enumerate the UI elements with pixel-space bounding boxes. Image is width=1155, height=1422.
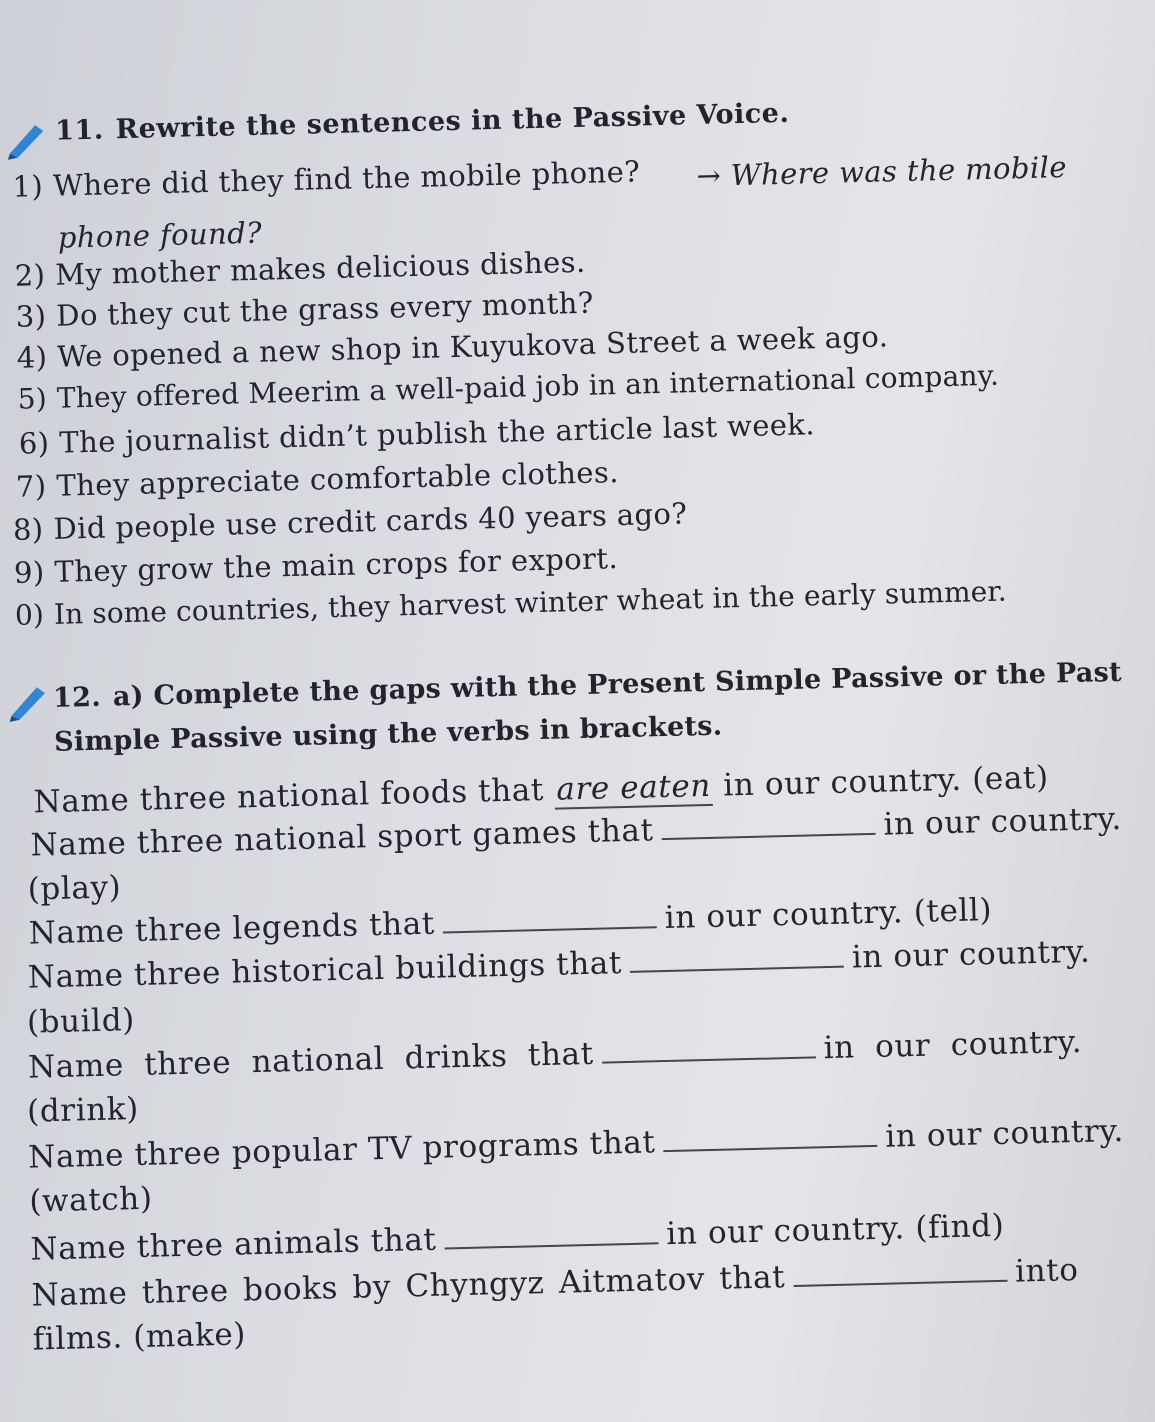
sentence-text: Did people use credit cards 40 years ago? (53, 496, 688, 546)
sentence-6 (18, 407, 815, 460)
sentence-number: 3) (15, 298, 47, 334)
sentence-number: 7) (15, 469, 47, 504)
sentence-text: In some countries, they harvest winter wheat in the early summer. (53, 574, 1008, 631)
exercise-12-number: 12. (52, 681, 102, 714)
item-text-after: in our country. (tell) (664, 892, 993, 937)
item-verb: (play) (27, 869, 122, 908)
sentence-number: 0) (14, 598, 45, 632)
sentence-number: 4) (16, 339, 48, 375)
answer-gap[interactable] (793, 1256, 1008, 1287)
exercise-12-heading (53, 651, 1124, 765)
item-text-before: Name three national sport games that (30, 812, 654, 864)
answer-gap[interactable] (444, 1218, 659, 1249)
gap-item-4-verb (27, 1002, 136, 1041)
pencil-icon (5, 117, 48, 160)
item-text-after: in our country. (find) (665, 1207, 1005, 1253)
sentence-3 (15, 286, 594, 334)
sentence-number: 5) (17, 381, 48, 416)
gap-item-8-continuation (32, 1316, 246, 1357)
gap-item-6-verb (29, 1181, 153, 1220)
sentence-number: 8) (12, 512, 44, 547)
gap-item-6 (28, 1113, 1124, 1176)
sentence-9 (14, 541, 619, 590)
item-text-before: Name three books by Chyngyz Aitmatov that (31, 1259, 786, 1314)
item-verb: (build) (26, 1002, 136, 1041)
item-verb: (watch) (28, 1180, 153, 1220)
item-text-after: in our country. (eat) (722, 759, 1050, 804)
gap-item-5 (28, 1024, 1083, 1086)
sentence-text: Where did they find the mobile phone? (52, 154, 641, 203)
answer-gap[interactable] (601, 1032, 816, 1063)
item-text-after: in our country. (884, 1112, 1125, 1155)
sentence-text: They grow the main crops for export. (54, 541, 619, 589)
item-text-after: in our country. (823, 1023, 1083, 1067)
exercise-11-heading (55, 98, 790, 147)
item-text-after: into (1014, 1252, 1079, 1290)
item-text-before: Name three national foods that (33, 771, 545, 821)
gap-item-5-verb (27, 1091, 140, 1130)
answer-gap[interactable] (442, 902, 657, 933)
sentence-text: They appreciate comfortable clothes. (56, 455, 620, 503)
exercise-11-number: 11. (54, 114, 105, 147)
exercise-12-instruction-line-1: a) Complete the gaps with the Present Simple Passive or the Past (112, 656, 1123, 713)
exercise-12-instruction-line-2: Simple Passive using the verbs in brackets. (53, 710, 723, 758)
item-text-before: Name three historical buildings that (27, 945, 623, 996)
sentence-number: 6) (18, 425, 50, 461)
item-text-after: in our country. (851, 933, 1091, 976)
item-text-before: Name three legends that (28, 905, 436, 952)
item-text-before: Name three animals that (30, 1221, 437, 1268)
sentence-number: 9) (13, 555, 45, 590)
filled-answer: are eaten (554, 771, 713, 810)
answer-gap[interactable] (661, 809, 876, 840)
sentence-1-example (56, 143, 1118, 261)
sentence-text: My mother makes delicious dishes. (54, 244, 586, 292)
item-continuation: films. (make) (32, 1316, 247, 1358)
exercise-11-instruction: Rewrite the sentences in the Passive Voice. (115, 97, 790, 146)
sentence-text: They offered Meerim a well-paid job in an international company. (56, 358, 1000, 415)
answer-gap[interactable] (663, 1121, 878, 1152)
sentence-8 (13, 496, 688, 546)
item-text-before: Name three popular TV programs that (27, 1124, 656, 1176)
sentence-text: Do they cut the grass every month? (55, 285, 595, 333)
item-verb: (drink) (26, 1090, 140, 1130)
example-answer: → Where was the mobile phone found? (57, 149, 1068, 255)
sentence-text: The journalist didn’t publish the article last week. (58, 407, 816, 460)
pencil-icon (7, 679, 50, 722)
answer-gap[interactable] (630, 942, 845, 973)
sentence-number: 1) (12, 169, 44, 204)
item-text-before: Name three national drinks that (27, 1035, 595, 1086)
item-text-after: in our country. (883, 800, 1123, 843)
sentence-text: We opened a new shop in Kuyukova Street a week ago. (56, 319, 889, 374)
sentence-7 (15, 455, 619, 504)
sentence-number: 2) (14, 257, 46, 293)
gap-item-2-verb (27, 869, 121, 907)
